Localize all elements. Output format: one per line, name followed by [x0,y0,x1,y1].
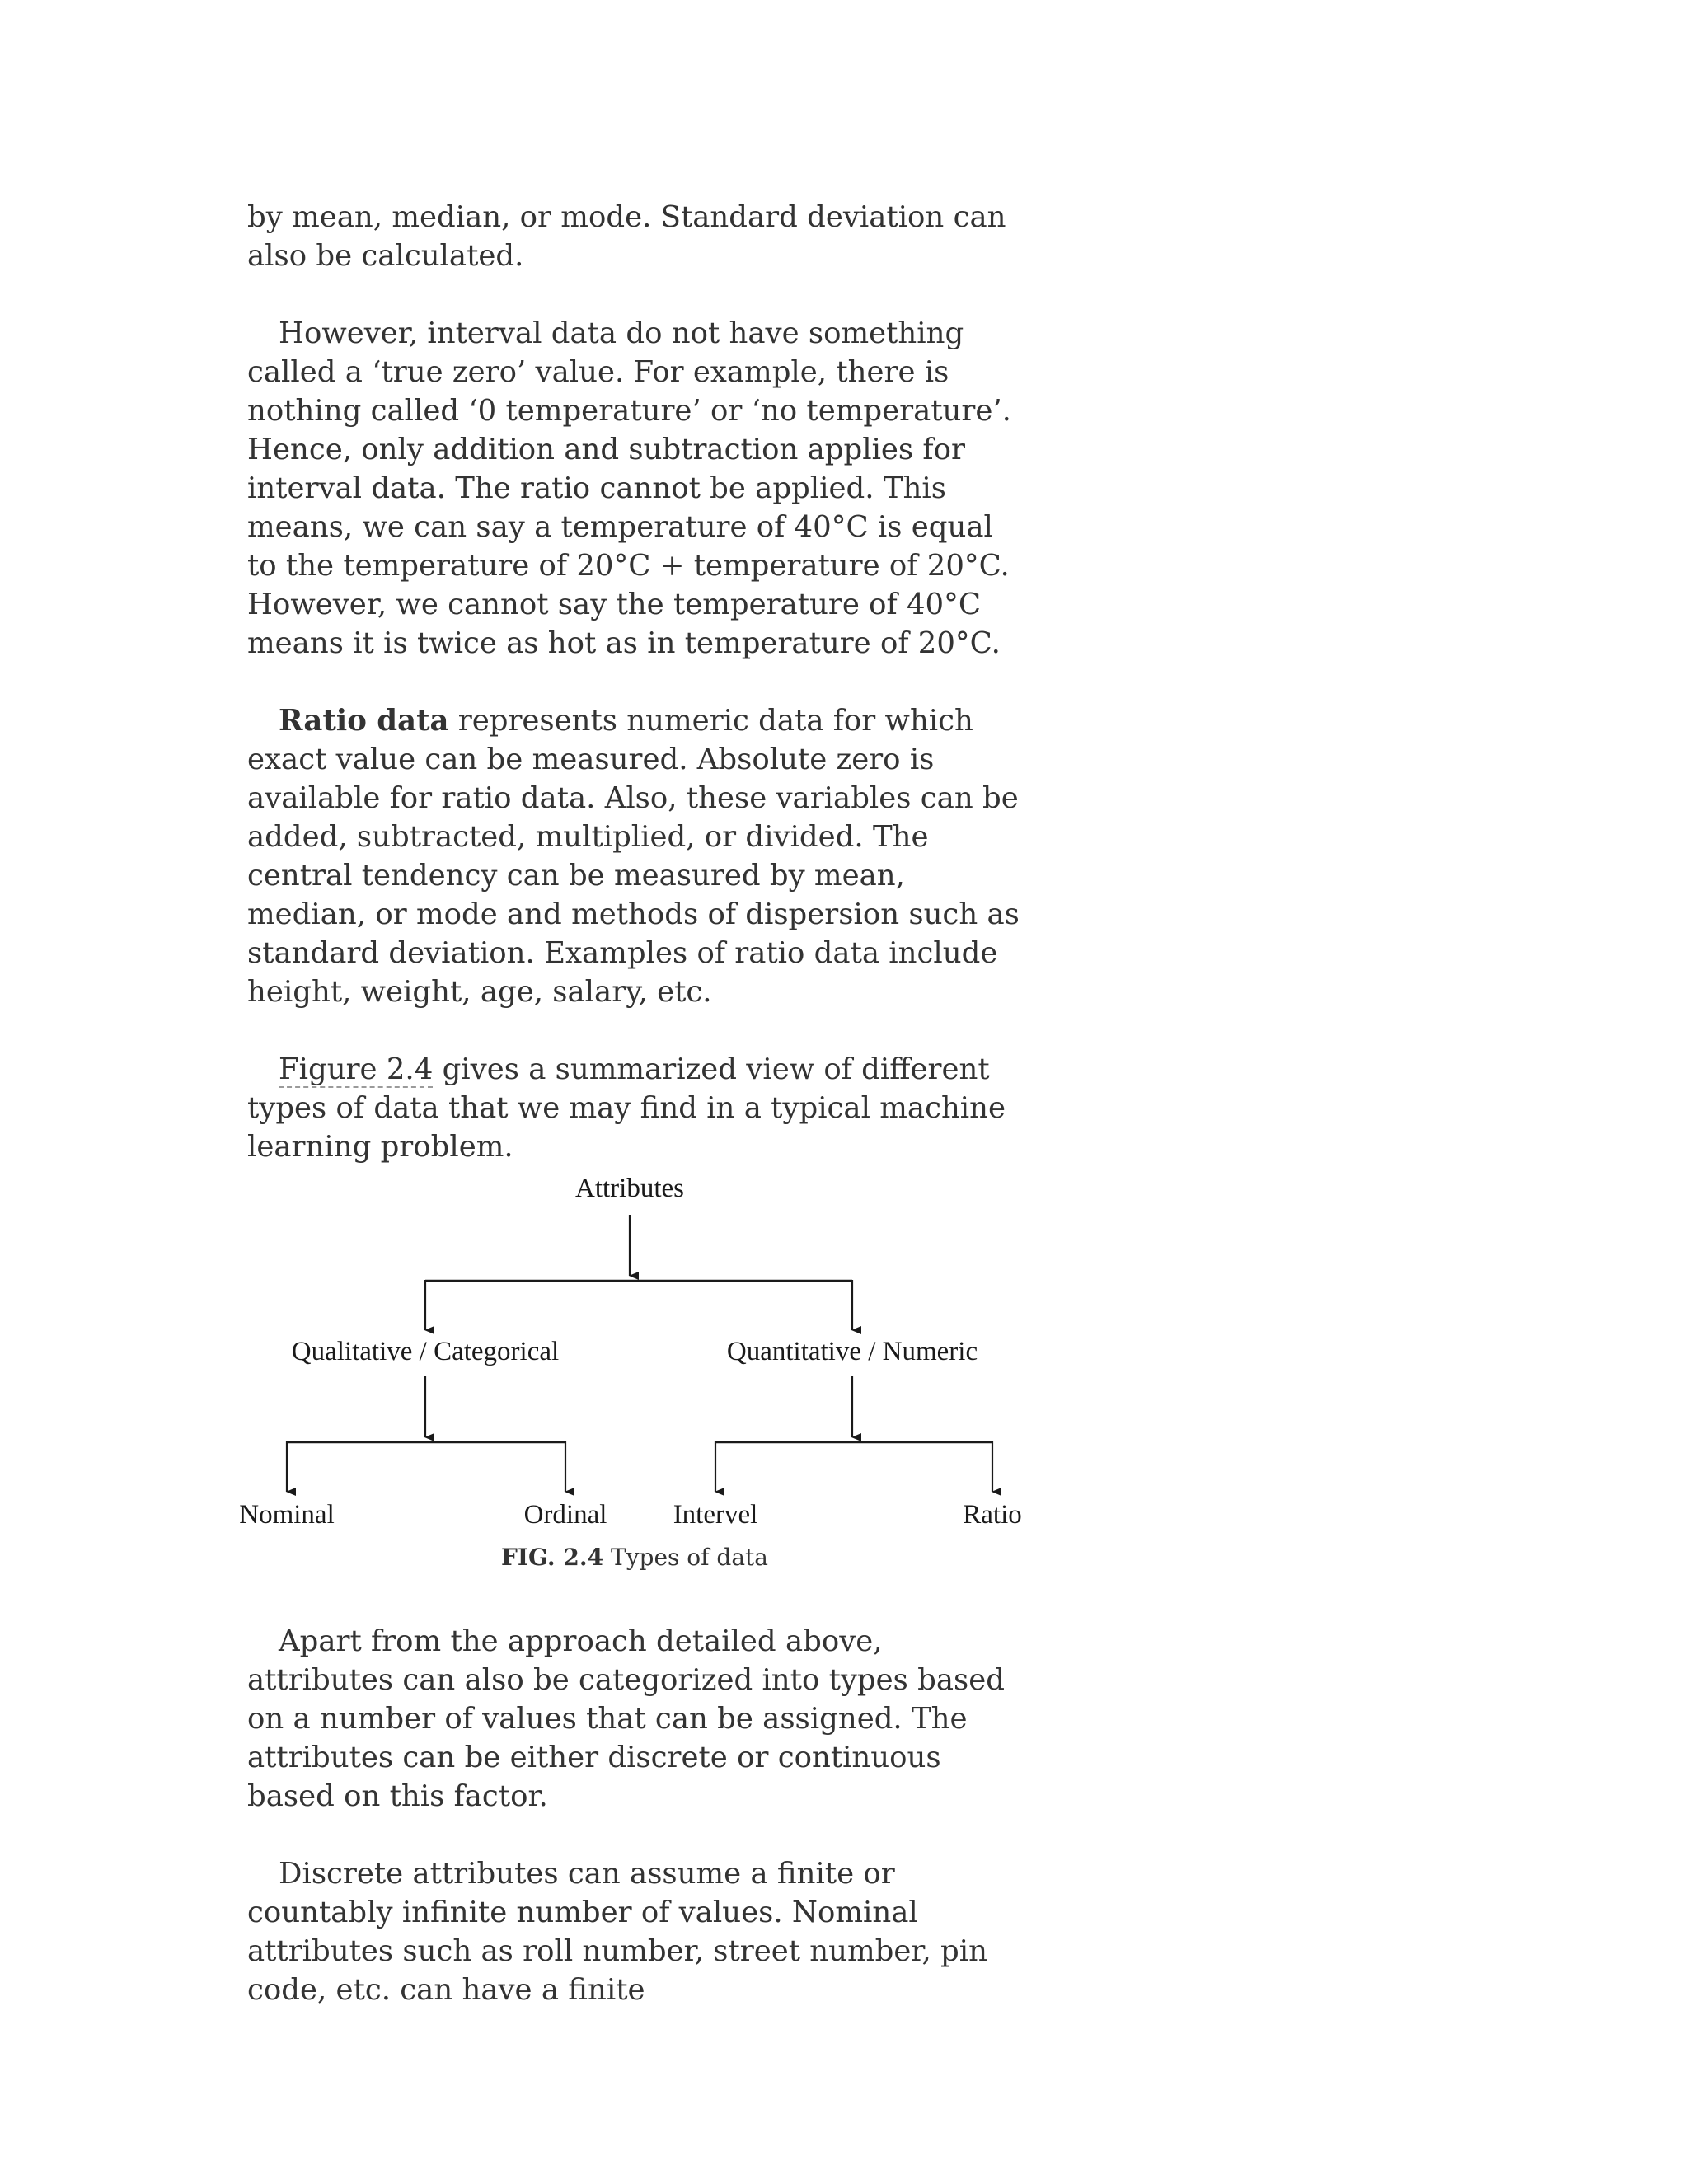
figure-caption-label: FIG. 2.4 [501,1544,604,1571]
node-attributes: Attributes [575,1174,684,1203]
figure-caption [247,1541,1022,1574]
figure-2-4-link[interactable]: Figure 2.4 [279,1052,434,1086]
node-quantitative-numeric: Quantitative / Numeric [726,1337,978,1366]
figure-caption-text: Types of data [603,1544,768,1571]
node-ordinal: Ordinal [523,1500,607,1530]
paragraph-ratio-data-body: represents numeric data for which exact value can be measured. Absolute zero is available for ratio data. Also, these variables can be added, subtracted, multiplied, or divided. The central tendency can be measured by mean, median, or mode and methods of dispersion such as standard deviation. Examples of ratio data include height, weight, age, salary, etc. [247,704,1020,1009]
paragraph-discrete-continuous: Apart from the approach detailed above, attributes can also be categorized into types based on a number of values that can be assigned. The attributes can be either discrete or continuous based on this factor. [247,1624,1005,1813]
paragraph-discrete-attributes: Discrete attributes can assume a finite or countably infinite number of values. Nominal attributes such as roll number, street number, pin code, etc. can have a finite [247,1857,987,2007]
term-ratio-data: Ratio data [279,704,449,738]
text-block-bottom [247,1622,1030,2009]
node-qualitative-categorical: Qualitative / Categorical [291,1337,560,1366]
node-intervel: Intervel [673,1500,758,1530]
paragraph-ratio-data [247,701,1030,1011]
diagram-svg [239,1170,1030,1533]
types-of-data-diagram [239,1170,1030,1582]
node-ratio: Ratio [963,1500,1022,1530]
paragraph-figure-reference [247,1050,1030,1166]
paragraph-continuation: by mean, median, or mode. Standard deviation can also be calculated. [247,200,1006,273]
text-block-top [247,198,1030,1166]
paragraph-interval-data: However, interval data do not have something called a ‘true zero’ value. For example, there is nothing called ‘0 temperature’ or ‘no temperature’. Hence, only addition and subtraction applies for interval data. The ratio cannot be applied. This means, we can say a temperature of 40°C is equal to the temperature of 20°C + temperature of 20°C. However, we cannot say the temperature of 40°C means it is twice as hot as in temperature of 20°C. [247,316,1011,660]
node-nominal: Nominal [239,1500,335,1530]
paragraph-figure-reference-body: gives a summarized view of different types of data that we may find in a typical machine learning problem. [247,1052,1006,1164]
